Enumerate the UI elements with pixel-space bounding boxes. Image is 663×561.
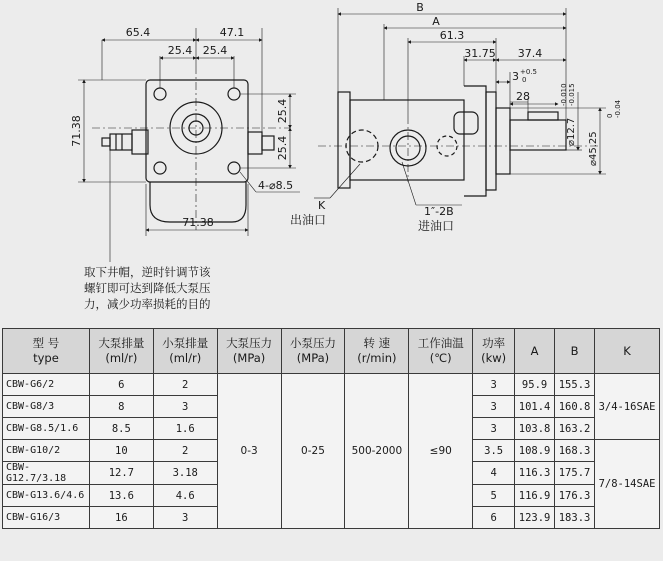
dim-holes: 4-⌀8.5 bbox=[258, 179, 294, 192]
cell-oil-temp: ≤90 bbox=[409, 374, 473, 529]
cell-big: 8.5 bbox=[89, 418, 153, 440]
cell-speed: 500-2000 bbox=[345, 374, 409, 529]
cell-small: 3 bbox=[153, 396, 217, 418]
cell-a: 123.9 bbox=[515, 507, 555, 529]
cell-a: 116.3 bbox=[515, 462, 555, 485]
cell-b: 175.7 bbox=[555, 462, 595, 485]
cell-b: 155.3 bbox=[555, 374, 595, 396]
callout-inlet-size: 1″-2B bbox=[424, 205, 454, 218]
callout-outlet: 出油口 bbox=[290, 213, 327, 227]
cell-big: 16 bbox=[89, 507, 153, 529]
cell-power: 3 bbox=[473, 418, 515, 440]
cell-small: 2 bbox=[153, 374, 217, 396]
dim-3: 3 bbox=[512, 70, 519, 83]
cell-power: 3 bbox=[473, 396, 515, 418]
dim-A: A bbox=[432, 15, 440, 28]
spec-table bbox=[2, 328, 660, 529]
header-k: K bbox=[595, 329, 660, 374]
cell-k-group2: 7/8-14SAE bbox=[595, 440, 660, 529]
cell-b: 160.8 bbox=[555, 396, 595, 418]
cell-a: 101.4 bbox=[515, 396, 555, 418]
cell-type: CBW-G16/3 bbox=[3, 507, 90, 529]
cell-big: 13.6 bbox=[89, 485, 153, 507]
header-type: 型 号 type bbox=[3, 329, 90, 374]
cell-power: 3.5 bbox=[473, 440, 515, 462]
cell-type: CBW-G8/3 bbox=[3, 396, 90, 418]
dim-61-3: 61.3 bbox=[439, 29, 465, 42]
cell-small: 3 bbox=[153, 507, 217, 529]
side-view bbox=[338, 86, 566, 196]
cell-small: 4.6 bbox=[153, 485, 217, 507]
dim-47-1: 47.1 bbox=[219, 26, 245, 39]
adjustment-note bbox=[84, 264, 244, 312]
cell-big-pressure: 0-3 bbox=[217, 374, 281, 529]
cell-type: CBW-G12.7/3.18 bbox=[3, 462, 90, 485]
table-row bbox=[3, 374, 660, 396]
cell-big: 6 bbox=[89, 374, 153, 396]
cell-big: 12.7 bbox=[89, 462, 153, 485]
cell-power: 3 bbox=[473, 374, 515, 396]
dim-3-tol-dn: 0 bbox=[522, 76, 527, 84]
dim-3-tol-up: +0.5 bbox=[520, 68, 537, 76]
dim-28: 28 bbox=[516, 90, 530, 103]
cell-b: 163.2 bbox=[555, 418, 595, 440]
cell-type: CBW-G8.5/1.6 bbox=[3, 418, 90, 440]
cell-small: 3.18 bbox=[153, 462, 217, 485]
header-oil-temp: 工作油温 (℃) bbox=[409, 329, 473, 374]
note-line: 取下井帽，逆时针调节该 bbox=[84, 265, 211, 279]
dim-25-4-v1: 25.4 bbox=[276, 98, 289, 124]
dim-shaft-dia: ⌀12.7 bbox=[566, 117, 577, 146]
callout-inlet: 进油口 bbox=[418, 219, 455, 233]
cell-a: 103.8 bbox=[515, 418, 555, 440]
dim-25-4-b: 25.4 bbox=[202, 44, 228, 57]
cell-a: 116.9 bbox=[515, 485, 555, 507]
dim-shaft-tol-up: -0.010 bbox=[560, 83, 568, 106]
cell-a: 95.9 bbox=[515, 374, 555, 396]
header-b: B bbox=[555, 329, 595, 374]
dim-B: B bbox=[416, 1, 424, 14]
cell-big: 10 bbox=[89, 440, 153, 462]
dim-pilot-tol-up: 0 bbox=[606, 113, 614, 118]
header-small-displacement: 小泵排量 (ml/r) bbox=[153, 329, 217, 374]
cell-a: 108.9 bbox=[515, 440, 555, 462]
dim-25-4-a: 25.4 bbox=[167, 44, 193, 57]
dim-shaft-tol-dn: -0.015 bbox=[568, 83, 576, 106]
note-line: 螺钉即可达到降低大泵压 bbox=[84, 281, 211, 295]
callout-k: K bbox=[318, 199, 326, 212]
cell-big: 8 bbox=[89, 396, 153, 418]
cell-type: CBW-G6/2 bbox=[3, 374, 90, 396]
cell-b: 183.3 bbox=[555, 507, 595, 529]
cell-b: 176.3 bbox=[555, 485, 595, 507]
cell-k-group1: 3/4-16SAE bbox=[595, 374, 660, 440]
dim-65-4: 65.4 bbox=[125, 26, 151, 39]
header-big-displacement: 大泵排量 (ml/r) bbox=[89, 329, 153, 374]
cell-small: 1.6 bbox=[153, 418, 217, 440]
table-header-row bbox=[3, 329, 660, 374]
cell-type: CBW-G10/2 bbox=[3, 440, 90, 462]
dim-31-75: 31.75 bbox=[464, 47, 496, 60]
header-a: A bbox=[515, 329, 555, 374]
dim-37-4: 37.4 bbox=[517, 47, 543, 60]
cell-power: 4 bbox=[473, 462, 515, 485]
header-small-pressure: 小泵压力 (MPa) bbox=[281, 329, 345, 374]
cell-small-pressure: 0-25 bbox=[281, 374, 345, 529]
dim-pilot-dia: ⌀45.25 bbox=[588, 131, 599, 166]
header-speed: 转 速 (r/min) bbox=[345, 329, 409, 374]
cell-b: 168.3 bbox=[555, 440, 595, 462]
dim-71-38-horizontal: 71.38 bbox=[182, 216, 214, 229]
dim-pilot-tol-dn: -0.04 bbox=[614, 99, 622, 118]
cell-small: 2 bbox=[153, 440, 217, 462]
note-line: 力，减少功率损耗的目的 bbox=[84, 297, 211, 311]
header-big-pressure: 大泵压力 (MPa) bbox=[217, 329, 281, 374]
cell-power: 5 bbox=[473, 485, 515, 507]
header-power: 功率 (kw) bbox=[473, 329, 515, 374]
cell-power: 6 bbox=[473, 507, 515, 529]
dim-71-38-vertical: 71.38 bbox=[70, 115, 83, 147]
cell-type: CBW-G13.6/4.6 bbox=[3, 485, 90, 507]
dim-25-4-v2: 25.4 bbox=[276, 135, 289, 161]
